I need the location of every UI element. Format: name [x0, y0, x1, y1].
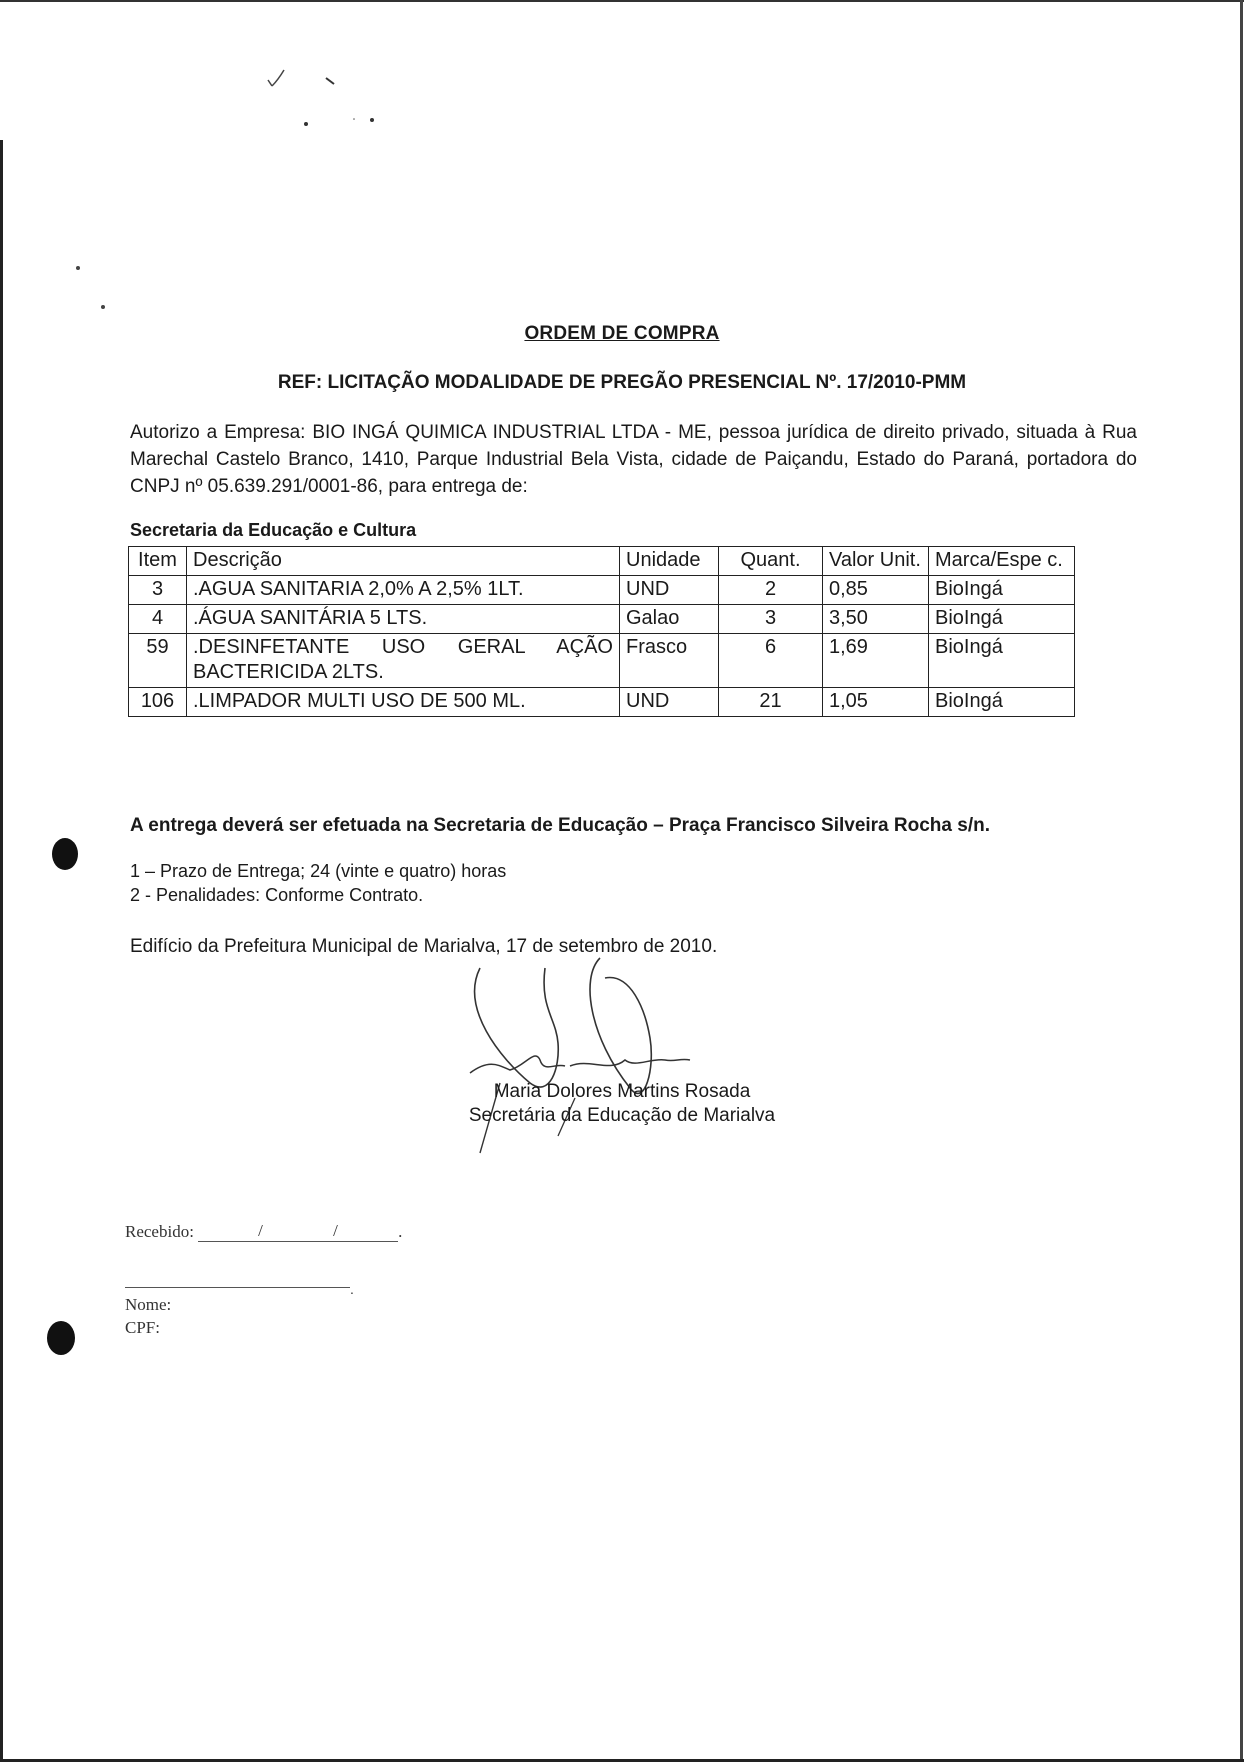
table-header-row: [129, 547, 1075, 576]
row-unit-value: 1,69: [823, 634, 929, 688]
received-date-line: [198, 1223, 398, 1242]
row-quantity: 2: [719, 576, 823, 605]
row-item: 3: [129, 576, 187, 605]
delivery-deadline: 1 – Prazo de Entrega; 24 (vinte e quatro) horas: [130, 861, 507, 881]
row-brand: BioIngá: [929, 605, 1075, 634]
header-quantity: Quant.: [719, 547, 823, 576]
section-title: Secretaria da Educação e Cultura: [130, 520, 417, 540]
row-unit: UND: [620, 576, 719, 605]
date-separator: /: [258, 1221, 263, 1240]
table-row: [129, 634, 1075, 688]
penalties-clause: 2 - Penalidades: Conforme Contrato.: [130, 885, 424, 905]
row-unit: Galao: [620, 605, 719, 634]
delivery-location: A entrega deverá ser efetuada na Secretaria de Educação – Praça Francisco Silveira Rocha s/n.: [130, 815, 990, 836]
received-label: Recebido:: [125, 1222, 194, 1241]
table-row: [129, 576, 1075, 605]
row-item: 106: [129, 688, 187, 717]
header-unit: Unidade: [620, 547, 719, 576]
signature-line-end: .: [350, 1281, 354, 1297]
row-unit: Frasco: [620, 634, 719, 688]
row-quantity: 21: [719, 688, 823, 717]
reference-line: REF: LICITAÇÃO MODALIDADE DE PREGÃO PRESENCIAL Nº. 17/2010-PMM: [277, 372, 967, 393]
row-unit-value: 0,85: [823, 576, 929, 605]
table-row: [129, 688, 1075, 717]
received-line-end: .: [398, 1222, 403, 1241]
received-field: [125, 1222, 402, 1242]
table-row: [129, 605, 1075, 634]
row-item: 4: [129, 605, 187, 634]
row-unit-value: 3,50: [823, 605, 929, 634]
authorization-paragraph: Autorizo a Empresa: BIO INGÁ QUIMICA INDUSTRIAL LTDA - ME, pessoa jurídica de direito privado, situada à Rua Marechal Castelo Branco, 1410, Parque Industrial Bela Vista, cidade de Paiçandu, Estado do Paraná, portadora do CNPJ nº 05.639.291/0001-86, para entrega de:: [130, 422, 1137, 497]
row-description: .ÁGUA SANITÁRIA 5 LTS.: [187, 605, 620, 634]
row-description: .LIMPADOR MULTI USO DE 500 ML.: [187, 688, 620, 717]
signatory-name: Maria Dolores Martins Rosada: [493, 1081, 751, 1102]
signature-line: [125, 1287, 350, 1288]
header-description: Descrição: [187, 547, 620, 576]
header-brand: Marca/Espe c.: [929, 547, 1075, 576]
cpf-label: CPF:: [125, 1318, 160, 1337]
date-separator: /: [333, 1221, 338, 1240]
place-and-date: Edifício da Prefeitura Municipal de Marialva, 17 de setembro de 2010.: [130, 936, 718, 957]
row-unit-value: 1,05: [823, 688, 929, 717]
row-quantity: 6: [719, 634, 823, 688]
header-item: Item: [129, 547, 187, 576]
header-unit-value: Valor Unit.: [823, 547, 929, 576]
row-description: .DESINFETANTE USO GERAL AÇÃO BACTERICIDA 2LTS.: [187, 634, 620, 688]
row-brand: BioIngá: [929, 688, 1075, 717]
scan-edge-top: [0, 0, 1244, 2]
row-brand: BioIngá: [929, 634, 1075, 688]
items-table: [128, 546, 1075, 717]
row-quantity: 3: [719, 605, 823, 634]
row-brand: BioIngá: [929, 576, 1075, 605]
signatory-role: Secretária da Educação de Marialva: [468, 1105, 776, 1126]
row-item: 59: [129, 634, 187, 688]
document-title: ORDEM DE COMPRA: [524, 323, 720, 344]
row-unit: UND: [620, 688, 719, 717]
scan-edge-right: [1240, 0, 1243, 1762]
row-description: .AGUA SANITARIA 2,0% A 2,5% 1LT.: [187, 576, 620, 605]
name-label: Nome:: [125, 1295, 172, 1314]
